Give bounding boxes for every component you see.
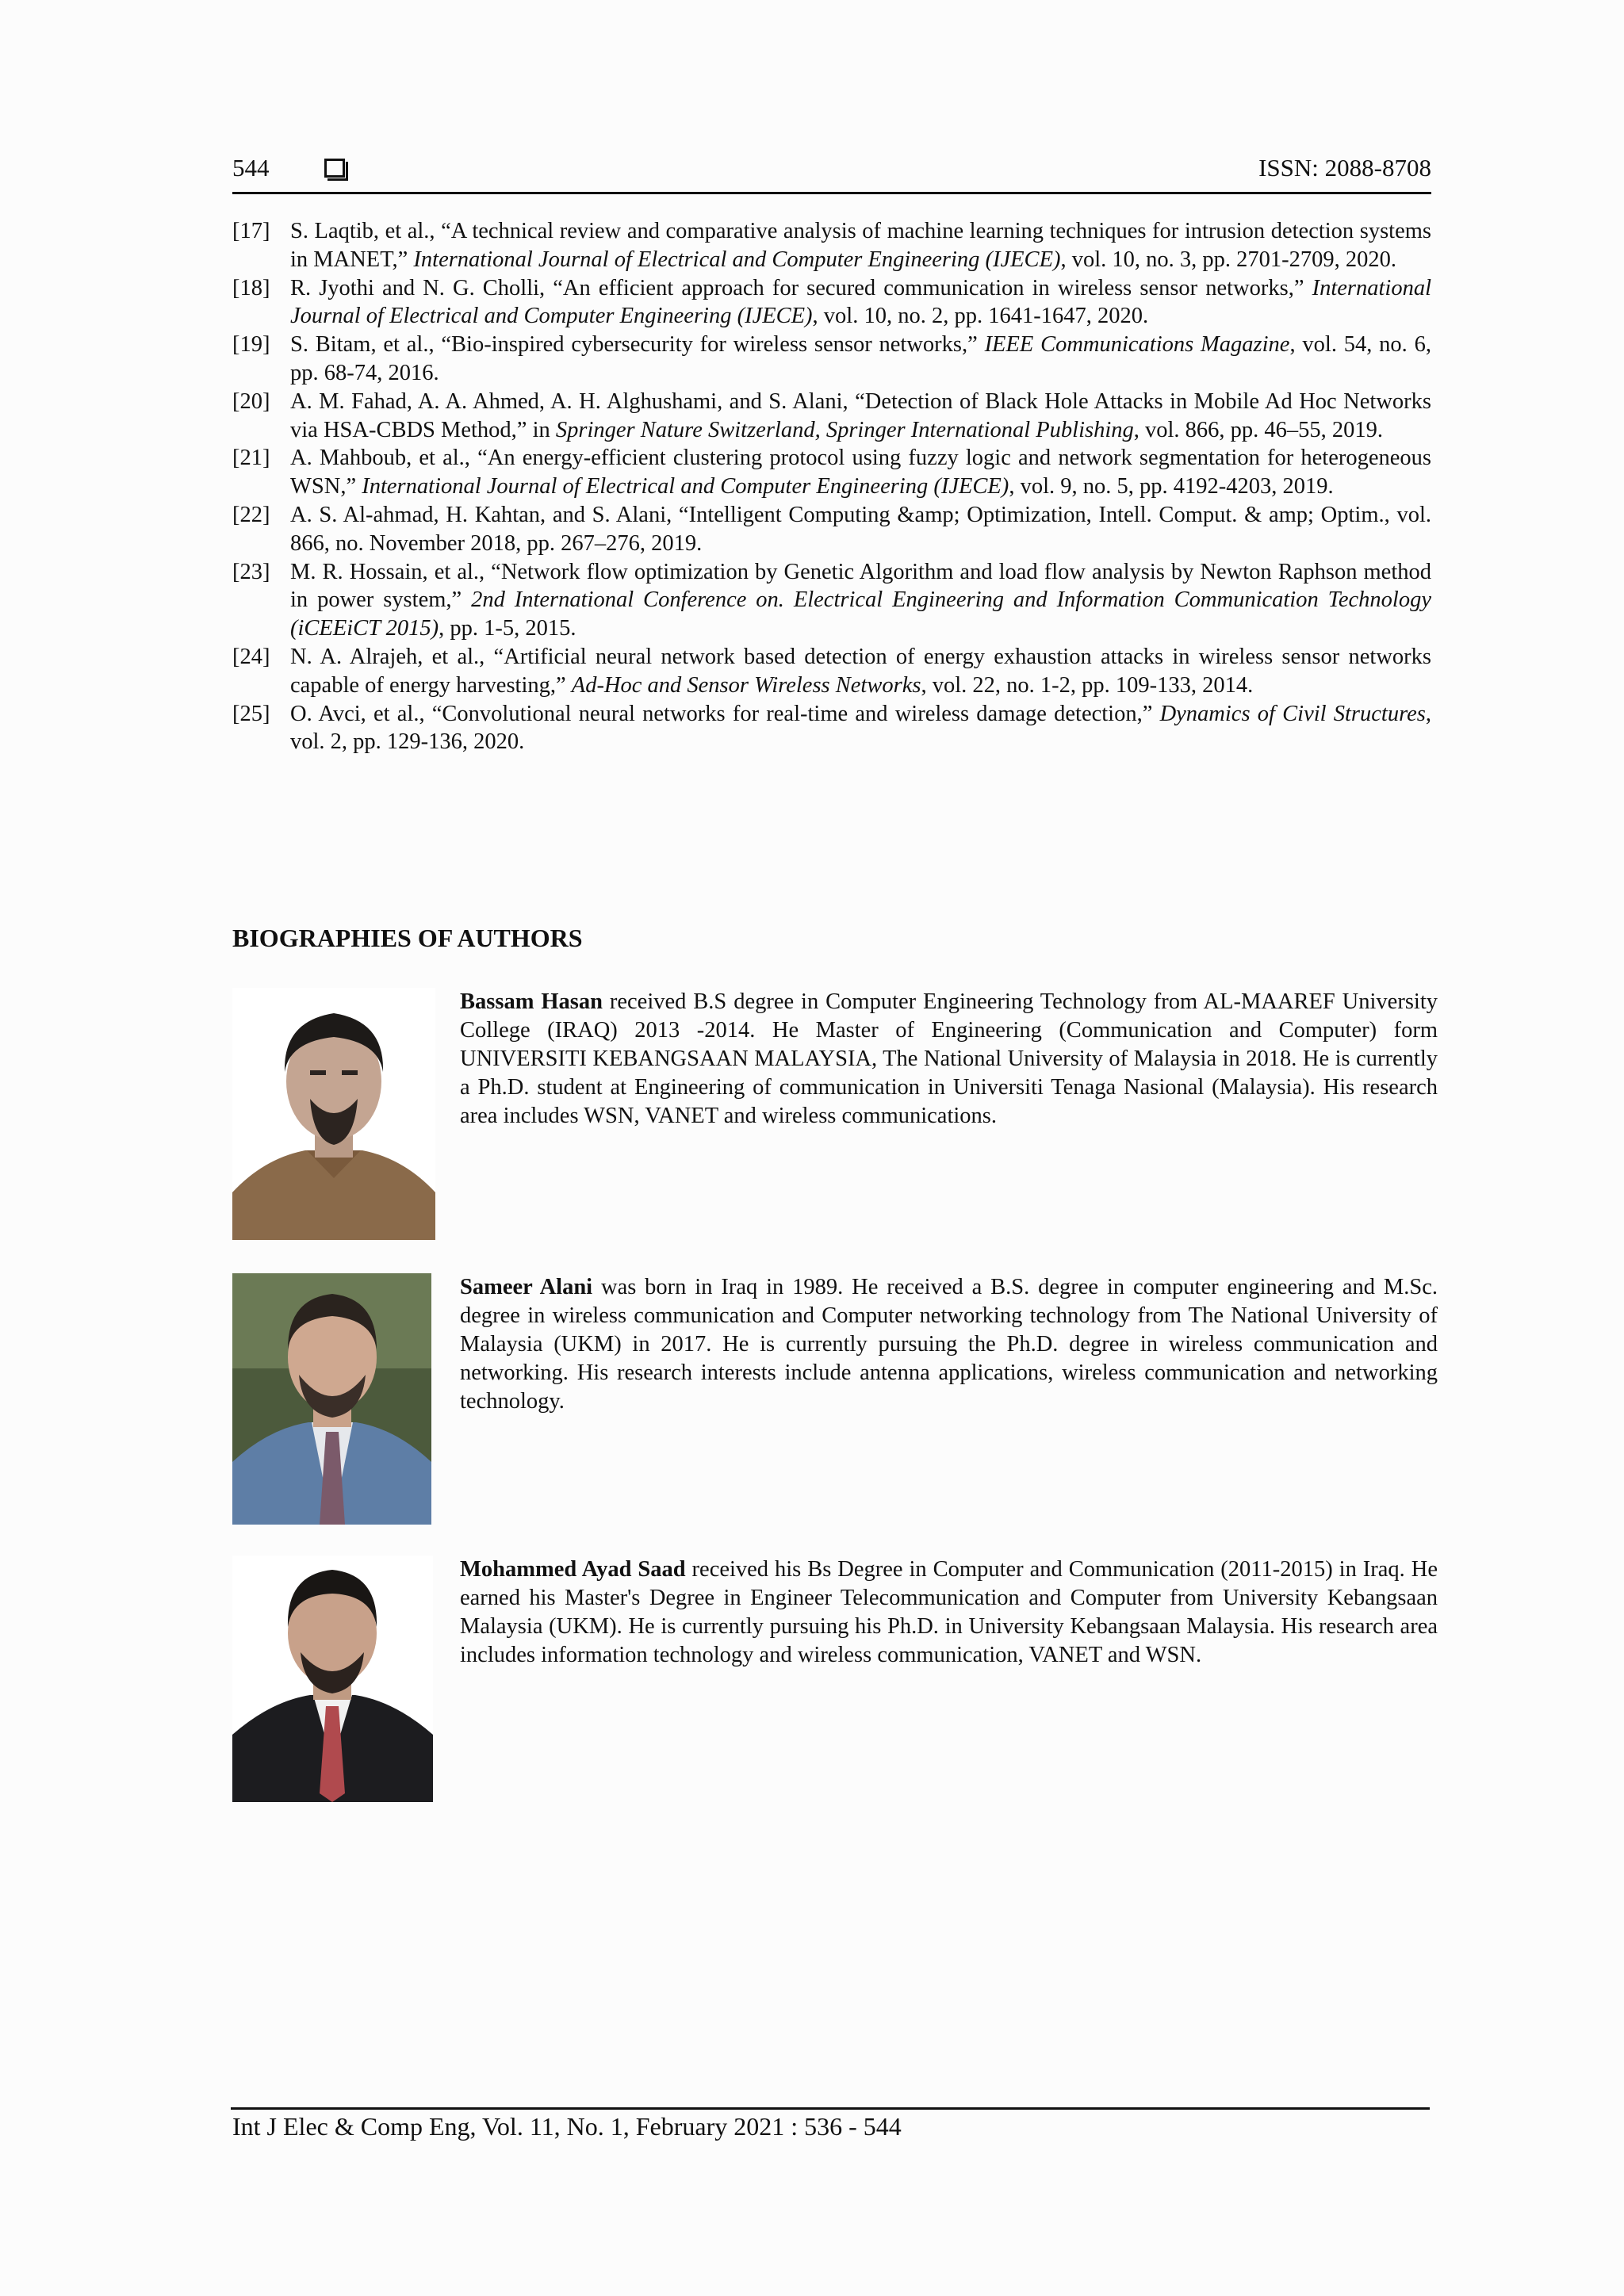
reference-number: [23] — [232, 559, 270, 584]
footer-rule — [231, 2107, 1430, 2110]
biographies-heading: BIOGRAPHIES OF AUTHORS — [232, 924, 583, 952]
author-bio-text: Bassam Hasan received B.S degree in Computer Engineering Technology from AL-MAAREF University College (IRAQ) 2013 -2014. He Master of Engineering (Communication and Computer) form UNIVERSITI KEBANGSAAN MALAYSIA, The National University of Malaysia in 2018. He is currently a Ph.D. student at Engineering of communication in Universiti Tenaga Nasional (Malaysia). His research area includes WSN, VANET and wireless communications. — [460, 989, 1438, 1128]
author-bio-text: Mohammed Ayad Saad received his Bs Degree in Computer and Communication (2011-2015) in Iraq. He earned his Master's Degree in Engineer Telecommunication and Computer from University Kebangsaan Malaysia (UKM). He is currently pursuing his Ph.D. in University Kebangsaan Malaysia. His research area includes information technology and wireless communication, VANET and WSN. — [460, 1557, 1438, 1667]
checkbox-square-icon — [324, 159, 345, 178]
issn-label: ISSN: 2088-8708 — [1258, 154, 1431, 182]
reference-number: [17] — [232, 219, 270, 243]
reference-item: [19] S. Bitam, et al., “Bio-inspired cybersecurity for wireless sensor networks,” IEEE Communications Magazine, vol. 54, no. 6, pp. 68-74, 2016. — [232, 332, 1431, 385]
page-number: 544 — [232, 154, 270, 182]
reference-item: [25] O. Avci, et al., “Convolutional neural networks for real-time and wireless damage detection,” Dynamics of Civil Structures, vol. 2, pp. 129-136, 2020. — [232, 701, 1431, 755]
author-name: Bassam Hasan — [460, 989, 603, 1014]
reference-number: [21] — [232, 446, 270, 471]
footer-citation: Int J Elec & Comp Eng, Vol. 11, No. 1, February 2021 : 536 - 544 — [232, 2112, 902, 2141]
author-photo — [232, 1556, 433, 1802]
reference-number: [20] — [232, 388, 270, 414]
reference-number: [25] — [232, 701, 270, 726]
reference-number: [19] — [232, 332, 270, 358]
author-name: Sameer Alani — [460, 1275, 593, 1299]
author-photo — [232, 1273, 431, 1525]
reference-item: [23] M. R. Hossain, et al., “Network flow optimization by Genetic Algorithm and load flow analysis by Newton Raphson method in power system,” 2nd International Conference on. Electrical Engineering and Information Communication Technology (iCEEiCT 2015), pp. 1-5, 2015. — [232, 559, 1431, 641]
reference-item: [24] N. A. Alrajeh, et al., “Artificial neural network based detection of energy exhaustion attacks in wireless sensor networks capable of energy harvesting,” Ad-Hoc and Sensor Wireless Networks, vol. 22, no. 1-2, pp. 109-133, 2014. — [232, 644, 1431, 698]
author-name: Mohammed Ayad Saad — [460, 1557, 686, 1582]
header-rule — [232, 192, 1431, 194]
reference-item: [20] A. M. Fahad, A. A. Ahmed, A. H. Alghushami, and S. Alani, “Detection of Black Hole Attacks in Mobile Ad Hoc Networks via HSA-CBDS Method,” in Springer Nature Switzerland, Springer International Publishing, vol. 866, pp. 46–55, 2019. — [232, 388, 1431, 442]
reference-number: [22] — [232, 502, 270, 527]
reference-item: [18] R. Jyothi and N. G. Cholli, “An efficient approach for secured communication in wireless sensor networks,” International Journal of Electrical and Computer Engineering (IJECE), vol. 10, no. 2, pp. 1641-1647, 2020. — [232, 275, 1431, 329]
reference-number: [18] — [232, 275, 270, 300]
page-header — [232, 151, 1431, 193]
author-photo — [232, 988, 435, 1240]
reference-item: [21] A. Mahboub, et al., “An energy-efficient clustering protocol using fuzzy logic and network segmentation for heterogeneous WSN,” International Journal of Electrical and Computer Engineering (IJECE), vol. 9, no. 5, pp. 4192-4203, 2019. — [232, 446, 1431, 499]
references-list — [232, 217, 1431, 756]
reference-item: [17] S. Laqtib, et al., “A technical review and comparative analysis of machine learning techniques for intrusion detection systems in MANET,” International Journal of Electrical and Computer Engineering (IJECE), vol. 10, no. 3, pp. 2701-2709, 2020. — [232, 219, 1431, 272]
author-bio-text: Sameer Alani was born in Iraq in 1989. He received a B.S. degree in computer engineering and M.Sc. degree in wireless communication and Computer networking technology from The National University of Malaysia (UKM) in 2017. He is currently pursuing the Ph.D. degree in wireless communication and networking. His research interests include antenna applications, wireless communication and networking technology. — [460, 1275, 1438, 1414]
reference-item: [22] A. S. Al-ahmad, H. Kahtan, and S. Alani, “Intelligent Computing &amp; Optimization, Intell. Comput. & amp; Optim., vol. 866, no. November 2018, pp. 267–276, 2019. — [232, 502, 1431, 556]
reference-number: [24] — [232, 644, 270, 669]
